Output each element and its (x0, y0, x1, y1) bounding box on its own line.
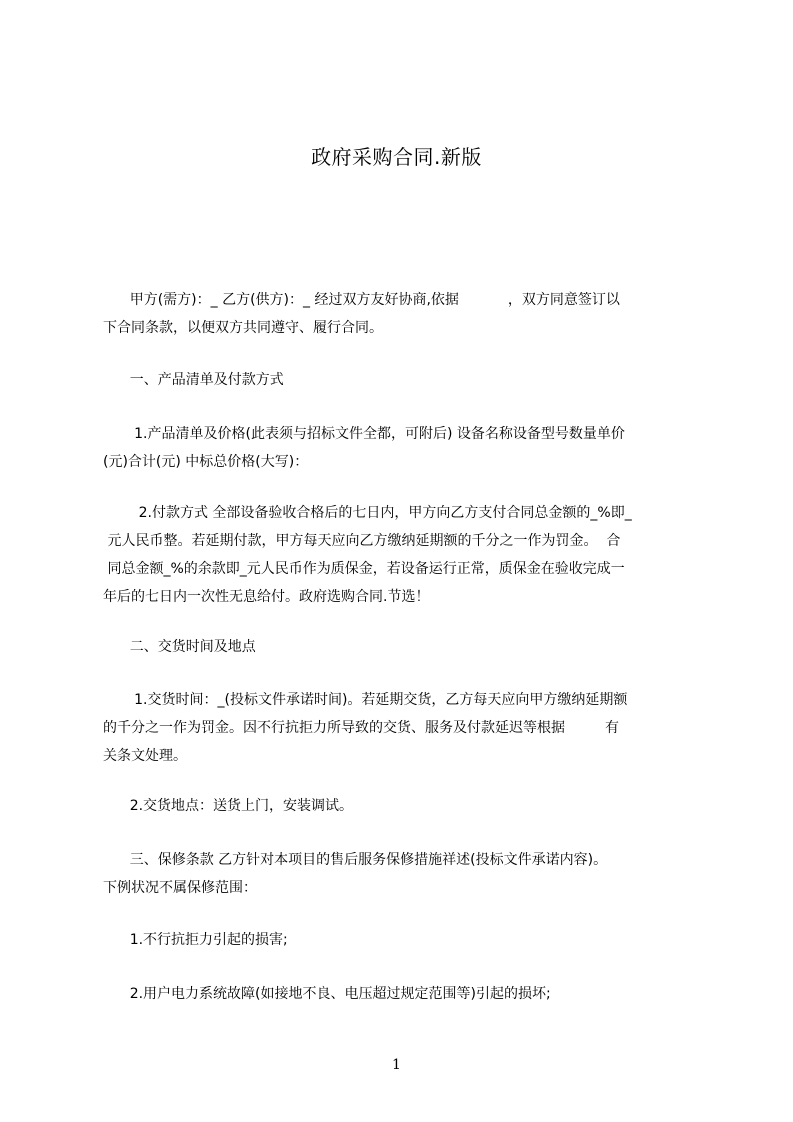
warranty-exclusion-item (103, 926, 713, 954)
intro-line: 下合同条款，以便双方共同遵守、履行合同。 (103, 320, 383, 336)
paragraph-line: 1.产品清单及价格(此表须与招标文件全都，可附后) 设备名称设备型号数量单价 (103, 426, 625, 442)
section-heading: 二、交货时间及地点 (103, 639, 256, 655)
paragraph-line: 2.付款方式 全部设备验收合格后的七日内，甲方向乙方支付合同总金额的_%即_ (103, 505, 632, 521)
section-heading-products (103, 366, 713, 394)
warranty-paragraph (103, 846, 713, 902)
paragraph-line: 的千分之一作为罚金。因不行抗拒力所导致的交货、服务及付款延迟等根据 有 (103, 720, 620, 736)
paragraph-line: 下例状况不属保修范围： (103, 880, 257, 896)
products-list-paragraph (103, 420, 713, 476)
paragraph-line: 元人民币整。若延期付款，甲方每天应向乙方缴纳延期额的千分之一作为罚金。 合 (103, 533, 621, 549)
warranty-exclusion-item (103, 980, 713, 1008)
paragraph-line: 1.不行抗拒力引起的损害; (103, 932, 288, 948)
page-title: 政府采购合同.新版 (311, 145, 482, 169)
paragraph-line: 1.交货时间：_(投标文件承诺时间)。若延期交货，乙方每天应向甲方缴纳延期额 (103, 692, 628, 708)
intro-paragraph (103, 286, 713, 342)
payment-method-paragraph (103, 499, 713, 611)
section-heading: 三、保修条款 乙方针对本项目的售后服务保修措施祥述(投标文件承诺内容)。 (103, 852, 608, 868)
delivery-location-paragraph (103, 792, 713, 820)
paragraph-line: 2.交货地点：送货上门，安装调试。 (103, 798, 354, 814)
delivery-time-paragraph (103, 686, 713, 770)
paragraph-line: 同总金额_%的余款即_元人民币作为质保金，若设备运行正常，质保金在验收完成一 (103, 561, 625, 577)
paragraph-line: 2.用户电力系统故障(如接地不良、电压超过规定范围等)引起的损坏; (103, 986, 551, 1002)
section-heading: 一、产品清单及付款方式 (103, 372, 284, 388)
paragraph-line: 关条文处理。 (103, 748, 187, 764)
page-number: 1 (392, 1057, 401, 1073)
section-heading-delivery (103, 633, 713, 661)
paragraph-line: 年后的七日内一次性无息给付。政府选购合同.节选！ (103, 589, 430, 605)
paragraph-line: (元)合计(元) 中标总价格(大写)： (103, 454, 309, 470)
intro-line: 甲方(需方)：_ 乙方(供方)：_ 经过双方友好协商,依据 ，双方同意签订以 (103, 292, 620, 308)
